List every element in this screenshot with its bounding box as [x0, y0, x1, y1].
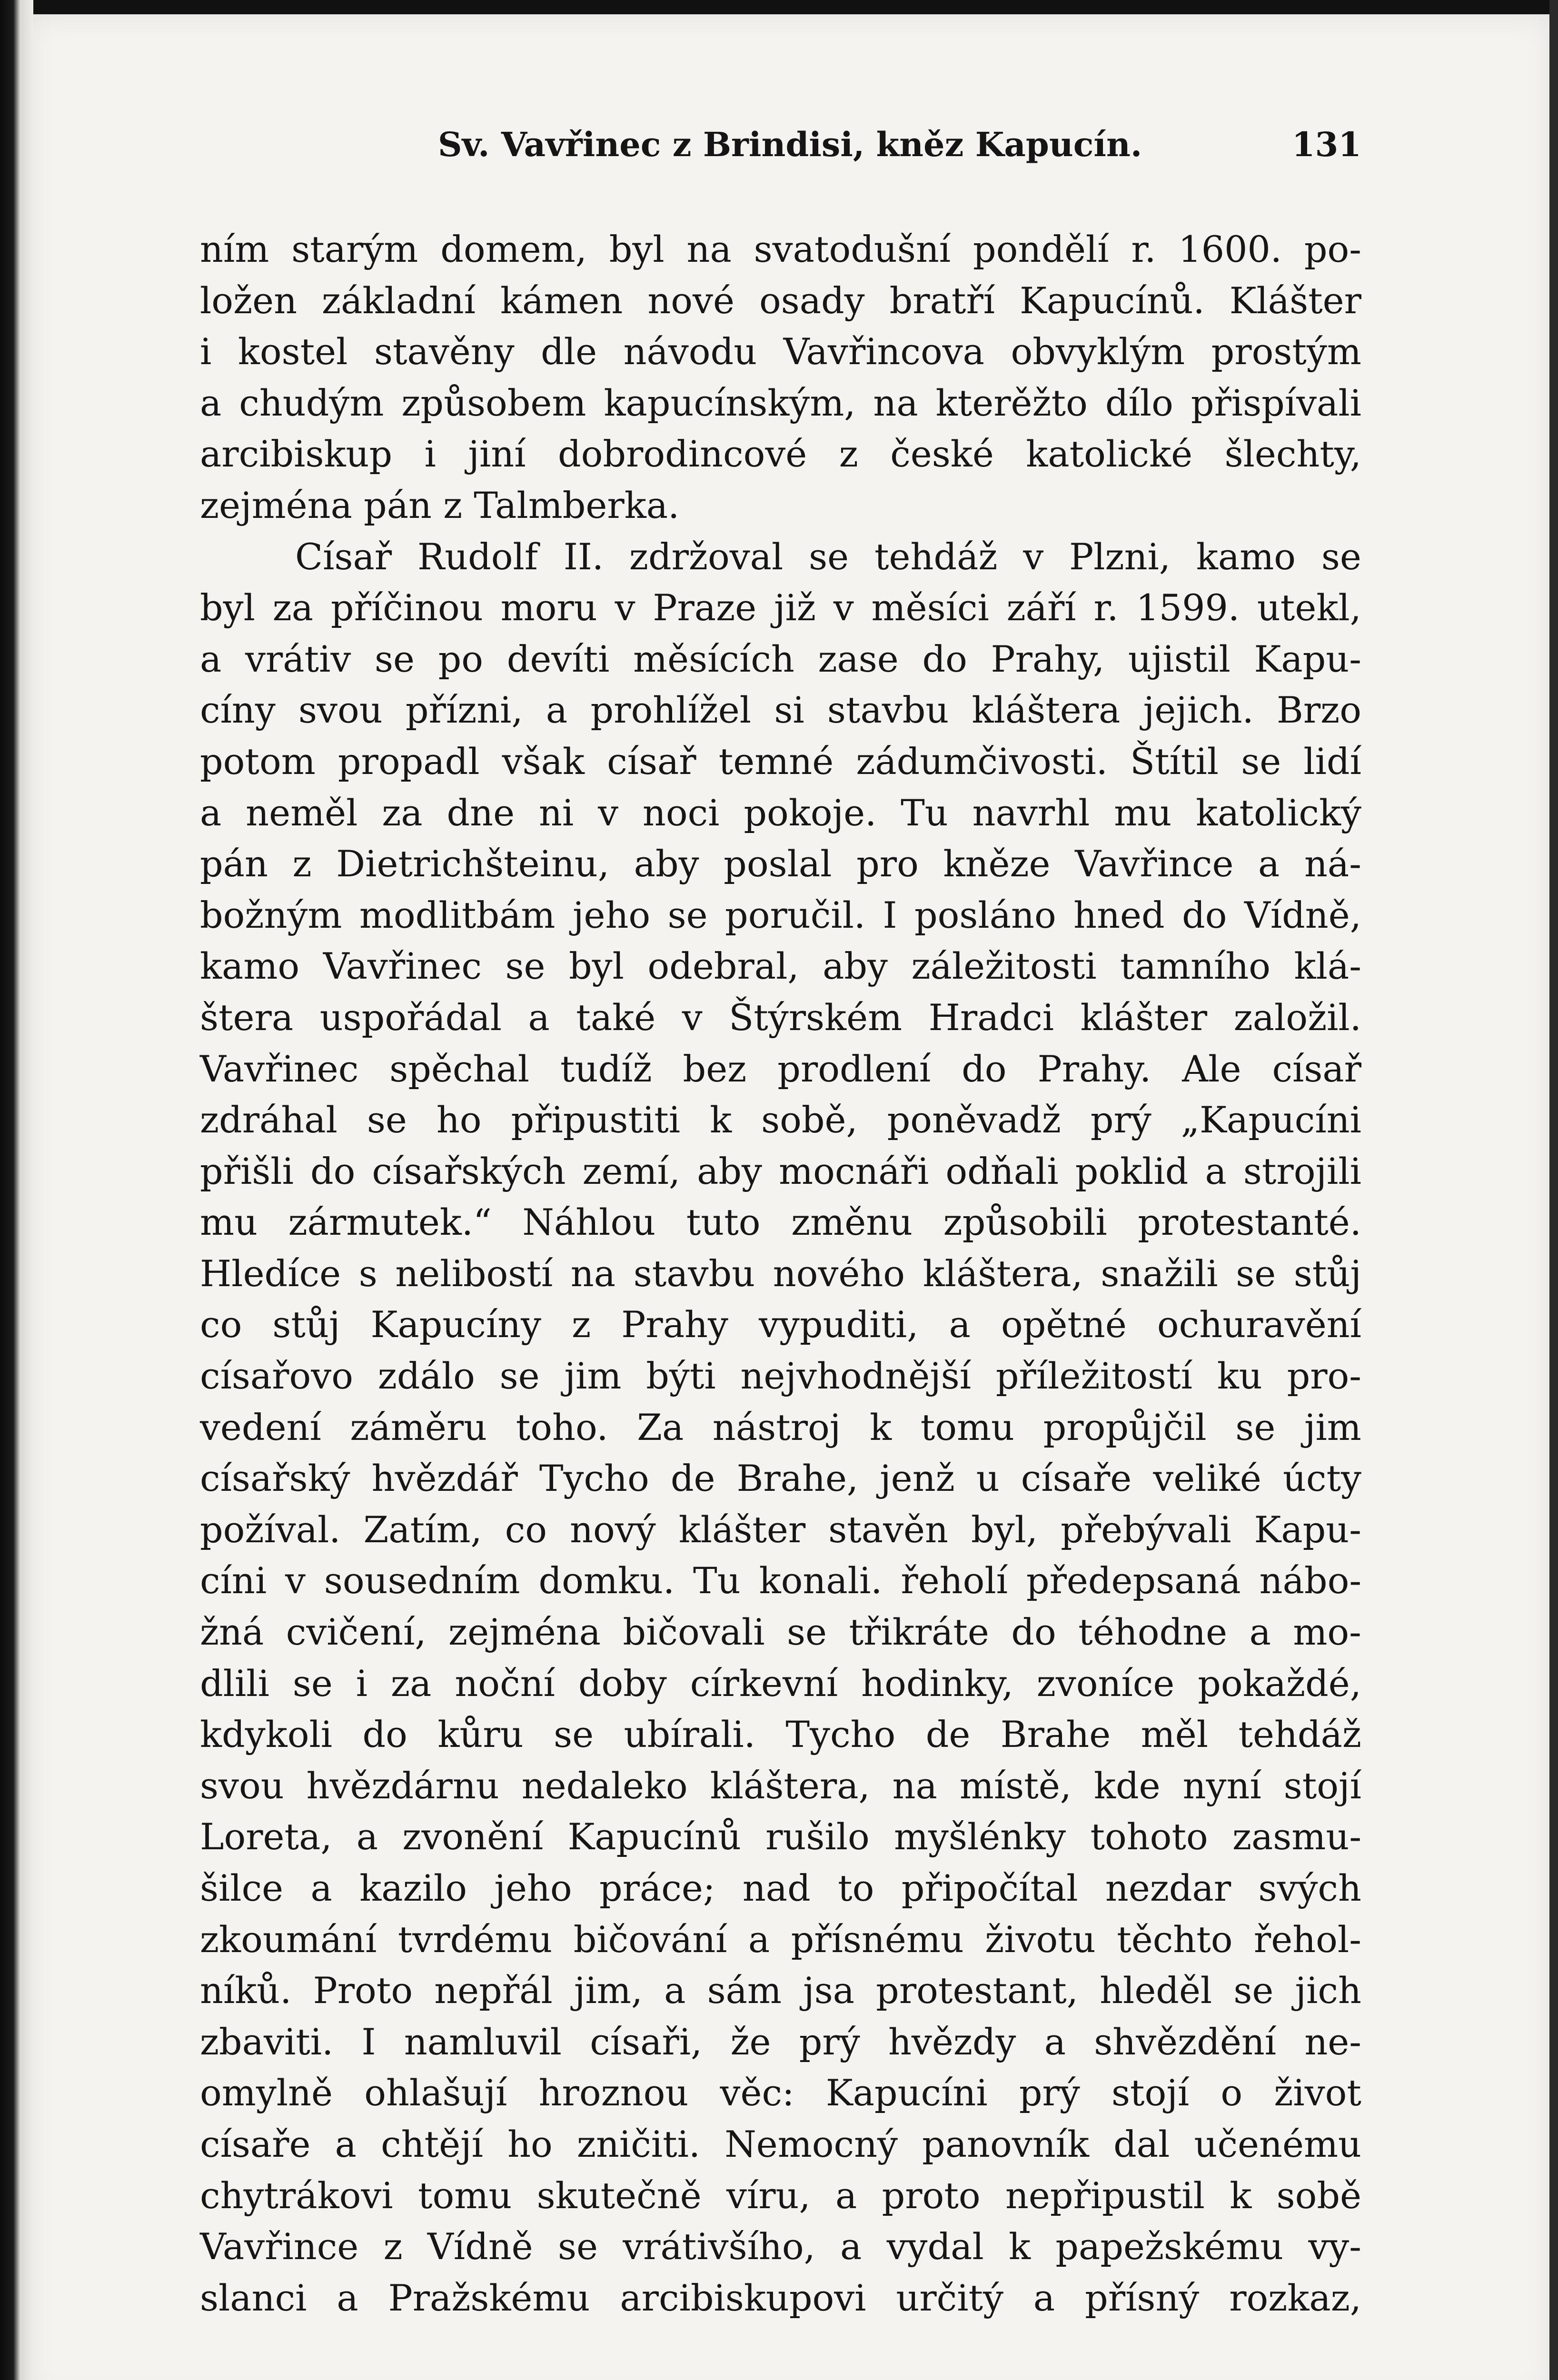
text-line: omylně ohlašují hroznou věc: Kapucíni prý stojí o život [200, 2072, 1361, 2114]
text-line: zejména pán z Talmberka. [200, 484, 680, 526]
running-header [200, 125, 1361, 177]
text-line: kamo Vavřinec se byl odebral, aby záležitosti tamního klá- [200, 945, 1361, 988]
text-line: vedení záměru toho. Za nástroj k tomu propůjčil se jim [200, 1406, 1361, 1448]
text-line: svou hvězdárnu nedaleko kláštera, na místě, kde nyní stojí [200, 1764, 1361, 1807]
text-line: ním starým domem, byl na svatodušní pondělí r. 1600. po- [200, 228, 1361, 270]
text-line: pán z Dietrichšteinu, aby poslal pro kněze Vavřince a ná- [200, 843, 1361, 885]
text-line: císaře a chtějí ho zničiti. Nemocný panovník dal učenému [200, 2122, 1361, 2165]
text-line: a chudým způsobem kapucínským, na kterěžto dílo přispívali [200, 381, 1361, 424]
text-line: arcibiskup i jiní dobrodincové z české katolické šlechty, [200, 433, 1361, 476]
text-line: zdráhal se ho připustiti k sobě, poněvadž prý „Kapucíni [200, 1099, 1361, 1141]
text-line: Vavřince z Vídně se vrátivšího, a vydal k papežskému vy- [200, 2225, 1361, 2268]
right-scan-edge [1549, 0, 1558, 2380]
text-line: žná cvičení, zejména bičovali se třikráte do téhodne a mo- [200, 1611, 1361, 1654]
text-line: požíval. Zatím, co nový klášter stavěn byl, přebývali Kapu- [200, 1508, 1361, 1551]
text-line: Loreta, a zvonění Kapucínů rušilo myšlénky tohoto zasmu- [200, 1815, 1361, 1858]
text-line: zbaviti. I namluvil císaři, že prý hvězdy a shvězdění ne- [200, 2020, 1361, 2063]
paragraph [200, 224, 1361, 531]
text-line: co stůj Kapucíny z Prahy vypuditi, a opětné ochuravění [200, 1303, 1361, 1346]
text-line: zkoumání tvrdému bičování a přísnému životu těchto řehol- [200, 1918, 1361, 1961]
text-line: štera uspořádal a také v Štýrském Hradci klášter založil. [200, 996, 1361, 1039]
text-line: a neměl za dne ni v noci pokoje. Tu navrhl mu katolický [200, 791, 1361, 834]
text-line: šilce a kazilo jeho práce; nad to připočítal nezdar svých [200, 1867, 1361, 1909]
text-line: cíny svou přízni, a prohlížel si stavbu kláštera jejich. Brzo [200, 689, 1361, 732]
text-line: Vavřinec spěchal tudíž bez prodlení do Prahy. Ale císař [200, 1047, 1361, 1090]
text-line: Císař Rudolf II. zdržoval se tehdáž v Plzni, kamo se [295, 535, 1361, 578]
text-line: božným modlitbám jeho se poručil. I posláno hned do Vídně, [200, 893, 1361, 936]
text-line: slanci a Pražskému arcibiskupovi určitý a přísný rozkaz, [200, 2276, 1361, 2319]
body-text [200, 224, 1361, 2323]
paragraph [200, 531, 1361, 2324]
text-line: přišli do císařských zemí, aby mocnáři odňali poklid a strojili [200, 1150, 1361, 1192]
running-title: Sv. Vavřinec z Brindisi, kněz Kapucín. [438, 125, 1142, 164]
text-line: potom propadl však císař temné zádumčivosti. Štítil se lidí [200, 740, 1361, 783]
text-line: cíni v sousedním domku. Tu konali. řeholí předepsaná nábo- [200, 1559, 1361, 1602]
text-line: Hledíce s nelibostí na stavbu nového kláštera, snažili se stůj [200, 1252, 1361, 1295]
text-line: a vrátiv se po devíti měsících zase do Prahy, ujistil Kapu- [200, 637, 1361, 680]
text-line: dlili se i za noční doby církevní hodinky, zvoníce pokaždé, [200, 1662, 1361, 1705]
text-line: níků. Proto nepřál jim, a sám jsa protestant, hleděl se jich [200, 1969, 1361, 2012]
binding-edge [0, 0, 33, 2380]
text-line: ložen základní kámen nové osady bratří Kapucínů. Klášter [200, 279, 1361, 322]
text-line: chytrákovi tomu skutečně víru, a proto nepřipustil k sobě [200, 2174, 1361, 2217]
text-line: císařský hvězdář Tycho de Brahe, jenž u císaře veliké úcty [200, 1457, 1361, 1500]
text-line: byl za příčinou moru v Praze již v měsíci září r. 1599. utekl, [200, 586, 1361, 629]
text-line: mu zármutek.“ Náhlou tuto změnu způsobili protestanté. [200, 1201, 1361, 1244]
text-line: kdykoli do kůru se ubírali. Tycho de Brahe měl tehdáž [200, 1713, 1361, 1756]
page-number: 131 [1291, 125, 1361, 164]
text-line: císařovo zdálo se jim býti nejvhodnější příležitostí ku pro- [200, 1355, 1361, 1398]
text-line: i kostel stavěny dle návodu Vavřincova obvyklým prostým [200, 330, 1361, 373]
